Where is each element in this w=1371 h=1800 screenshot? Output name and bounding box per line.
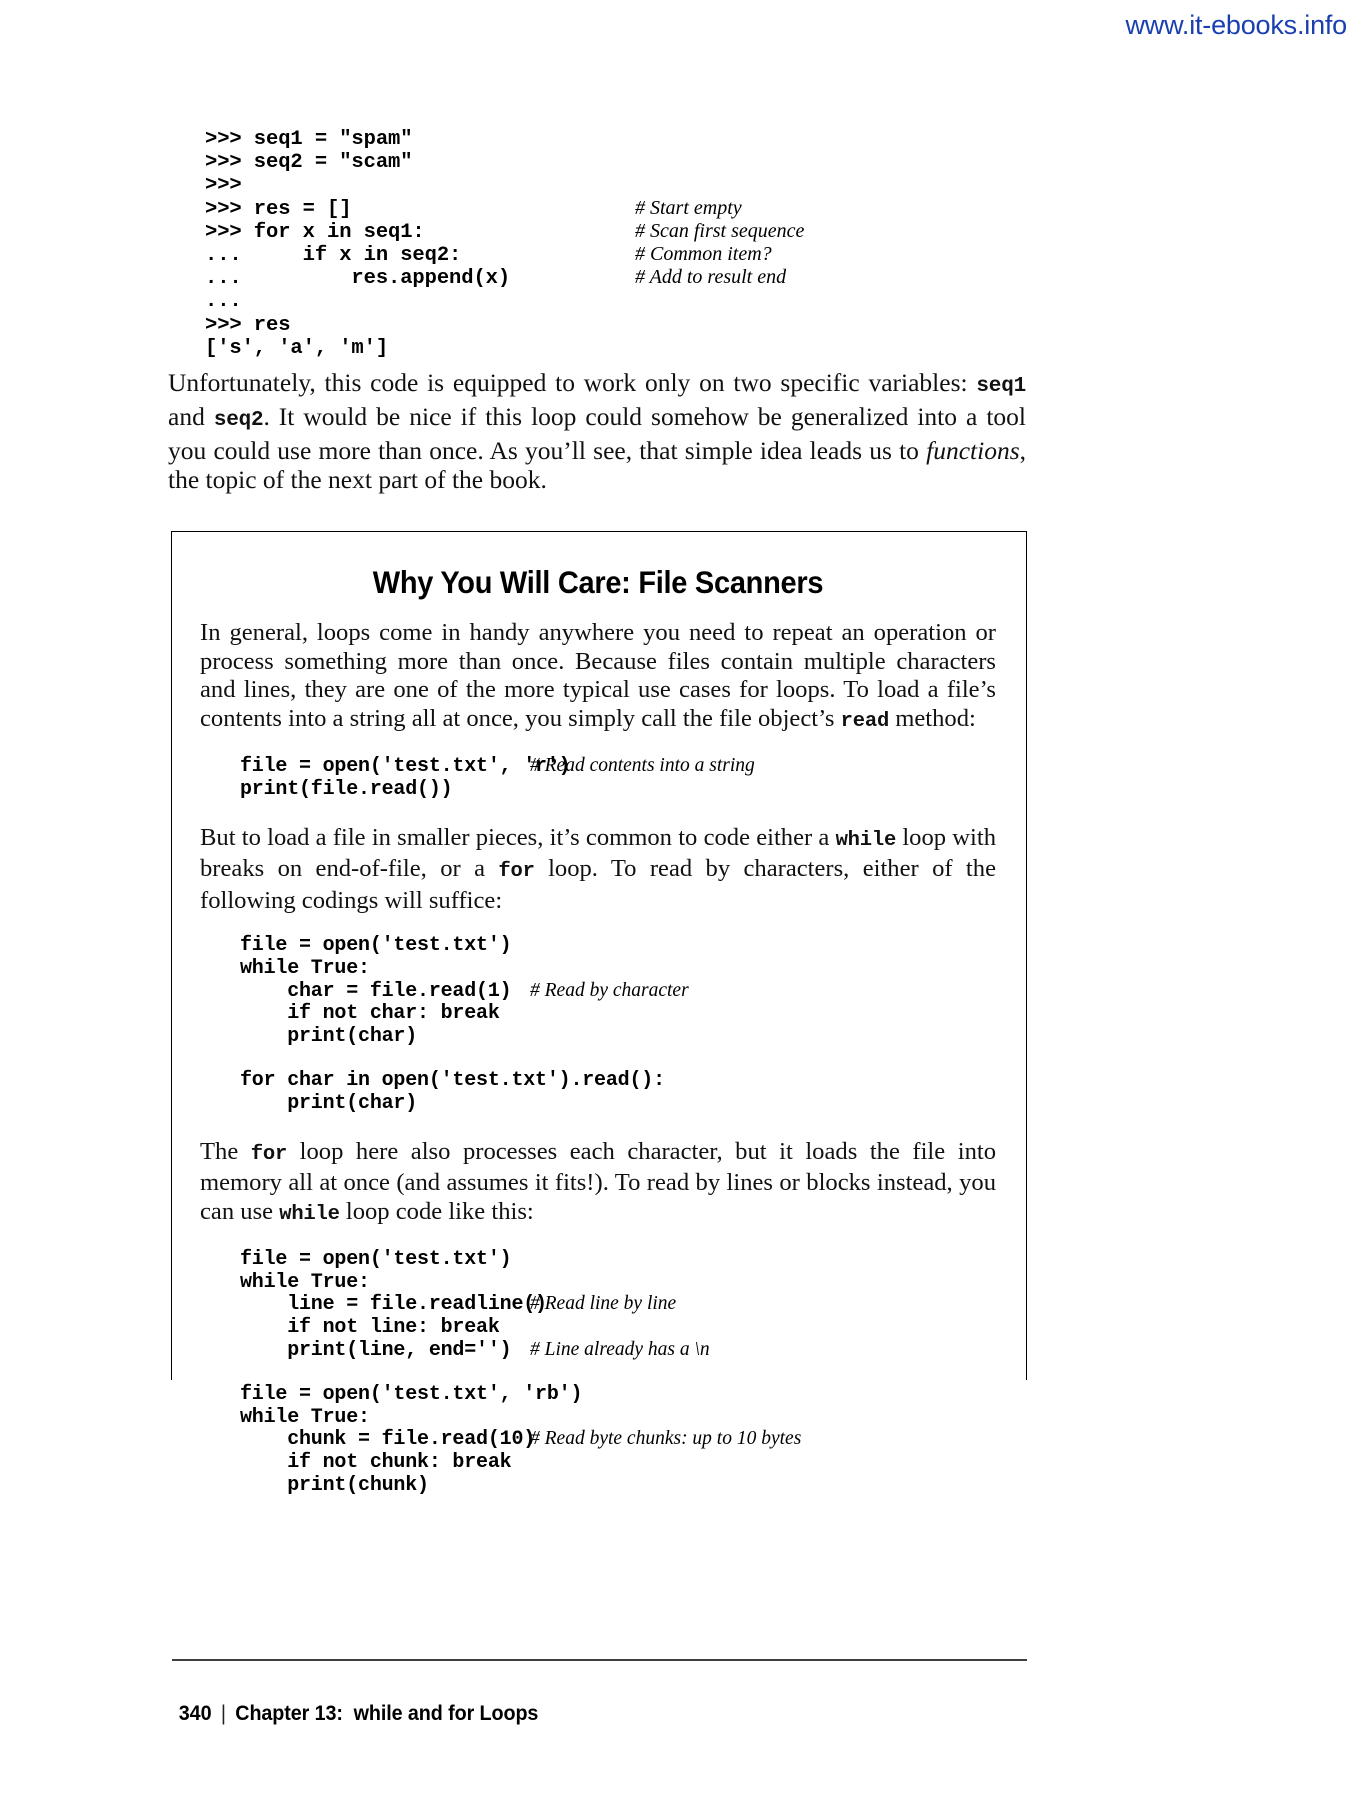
sidebar-code-for-char (240, 1070, 996, 1115)
code-source: print(line, end='') (240, 1338, 512, 1362)
code-source: file = open('test.txt') (240, 934, 512, 958)
code-source: ... if x in seq2: (205, 243, 462, 267)
code-source: file = open('test.txt') (240, 1248, 512, 1272)
inline-code: while (279, 1202, 340, 1226)
text-run: Unfortunately, this code is equipped to work only on two specific variables: (168, 368, 977, 397)
code-line (205, 151, 1035, 174)
code-source: print(char) (240, 1024, 418, 1048)
text-run: But to load a file in smaller pieces, it’s common to code either a (200, 823, 836, 851)
code-line (205, 244, 1035, 267)
sidebar-paragraph-3 (200, 1138, 996, 1230)
code-source: file = open('test.txt', 'rb') (240, 1383, 583, 1407)
code-line (240, 1340, 996, 1363)
code-line (205, 267, 1035, 290)
sidebar-box (171, 531, 1027, 1497)
sidebar-title: Why You Will Care: File Scanners (372, 564, 824, 600)
code-line (240, 1429, 996, 1452)
code-source: ['s', 'a', 'm'] (205, 336, 389, 360)
code-line (205, 337, 1035, 360)
inline-code: seq1 (976, 375, 1026, 398)
code-comment: # Start empty (635, 196, 742, 219)
code-source: >>> for x in seq1: (205, 220, 425, 244)
footer-divider (172, 1659, 1027, 1661)
code-source: file = open('test.txt', 'r') (240, 755, 571, 779)
code-line (205, 221, 1035, 244)
text-run: In general, loops come in handy anywhere you need to repeat an operation or process something more than once. Because files contain multiple characters and lines, they are one of the more typical use cases for loops. To load a file’s contents into a string all at once, you simply call the file object’s (200, 619, 996, 732)
emphasis: functions (926, 435, 1020, 465)
text-run: The (200, 1137, 251, 1165)
site-watermark: www.it-ebooks.info (1125, 10, 1347, 40)
code-line (240, 1384, 996, 1407)
code-comment: # Read line by line (530, 1293, 677, 1315)
code-line (240, 1026, 996, 1049)
text-run: , the topic of the next part of the book. (168, 435, 1026, 495)
text-run: loop code like this: (339, 1197, 534, 1225)
code-line (240, 1407, 996, 1430)
code-line (240, 981, 996, 1004)
code-source: >>> (205, 174, 242, 198)
code-source: if not chunk: break (240, 1451, 512, 1475)
code-source: char = file.read(1) (240, 979, 512, 1003)
inline-code: read (840, 709, 890, 733)
inline-code: for (250, 1142, 288, 1166)
code-source: >>> seq2 = "scam" (205, 151, 413, 175)
code-line (205, 290, 1035, 313)
code-line (240, 1093, 996, 1116)
code-source: print(chunk) (240, 1473, 429, 1497)
sidebar-code-while-char (240, 935, 996, 1048)
code-source: >>> res = [] (205, 197, 352, 221)
code-line (240, 1475, 996, 1498)
code-source: chunk = file.read(10) (240, 1428, 536, 1452)
code-line (240, 1272, 996, 1295)
inline-code: for (498, 860, 535, 884)
inline-code: while (835, 828, 897, 852)
inline-code: seq2 (213, 408, 264, 432)
code-line (240, 1070, 996, 1093)
footer-separator: | (220, 1702, 226, 1725)
footer-page-number: 340 (178, 1702, 212, 1725)
code-comment: # Line already has a \n (530, 1338, 710, 1360)
footer-chapter-title: Chapter 13: while and for Loops (235, 1702, 539, 1725)
code-source: for char in open('test.txt').read(): (240, 1069, 665, 1093)
sidebar-paragraph-2 (200, 824, 996, 916)
code-source: if not char: break (240, 1002, 500, 1026)
text-run: loop. To read by characters, either of the following codings will suffice: (200, 855, 996, 914)
sidebar-paragraph-1 (200, 619, 996, 736)
code-source: if not line: break (240, 1316, 500, 1340)
code-source: ... res.append(x) (205, 267, 511, 291)
code-comment: # Read byte chunks: up to 10 bytes (530, 1428, 802, 1450)
spacer (200, 802, 996, 824)
code-line (240, 958, 996, 981)
spacer (200, 1362, 996, 1384)
code-source: >>> res (205, 313, 291, 337)
code-line (205, 314, 1035, 337)
text-run: method: (889, 704, 976, 732)
spacer (200, 919, 996, 935)
sidebar-code-byte-chunks (240, 1384, 996, 1497)
code-source: ... (205, 290, 242, 314)
text-run: loop with breaks on end-of-file, or a (200, 823, 996, 883)
code-line (205, 128, 1035, 151)
code-comment: # Add to result end (635, 266, 787, 289)
text-run: and (168, 401, 214, 431)
sidebar-code-readline (240, 1249, 996, 1362)
code-line (240, 1249, 996, 1272)
code-source: while True: (240, 956, 370, 980)
page-footer (168, 1678, 538, 1726)
code-line (240, 1317, 996, 1340)
code-line (240, 779, 996, 802)
text-run: . It would be nice if this loop could somehow be generalized into a tool you could use more than once. As you’ll see, that simple idea leads us to (168, 401, 1026, 465)
sidebar-code-read-all (240, 756, 996, 801)
code-line (240, 935, 996, 958)
code-source: >>> seq1 = "spam" (205, 128, 413, 151)
code-line (240, 1294, 996, 1317)
code-line (240, 756, 996, 779)
code-comment: # Common item? (635, 242, 772, 265)
code-line (240, 1452, 996, 1475)
spacer (200, 1048, 996, 1070)
code-source: print(char) (240, 1091, 418, 1115)
code-comment: # Scan first sequence (635, 219, 805, 242)
spacer (200, 1116, 996, 1138)
code-source: line = file.readline() (240, 1293, 547, 1317)
code-comment: # Read contents into a string (530, 755, 755, 777)
top-code-listing (205, 128, 1035, 360)
code-source: print(file.read()) (240, 777, 453, 801)
code-line (205, 174, 1035, 197)
text-run: loop here also processes each character, but it loads the file into memory all at once (and assumes it fits!). To read by lines or blocks instead, you can use (200, 1137, 996, 1225)
code-source: while True: (240, 1270, 370, 1294)
code-source: while True: (240, 1405, 370, 1429)
intro-paragraph (168, 368, 1026, 495)
spacer (200, 1233, 996, 1249)
code-line (205, 198, 1035, 221)
spacer (200, 740, 996, 756)
code-line (240, 1003, 996, 1026)
code-comment: # Read by character (530, 979, 689, 1001)
